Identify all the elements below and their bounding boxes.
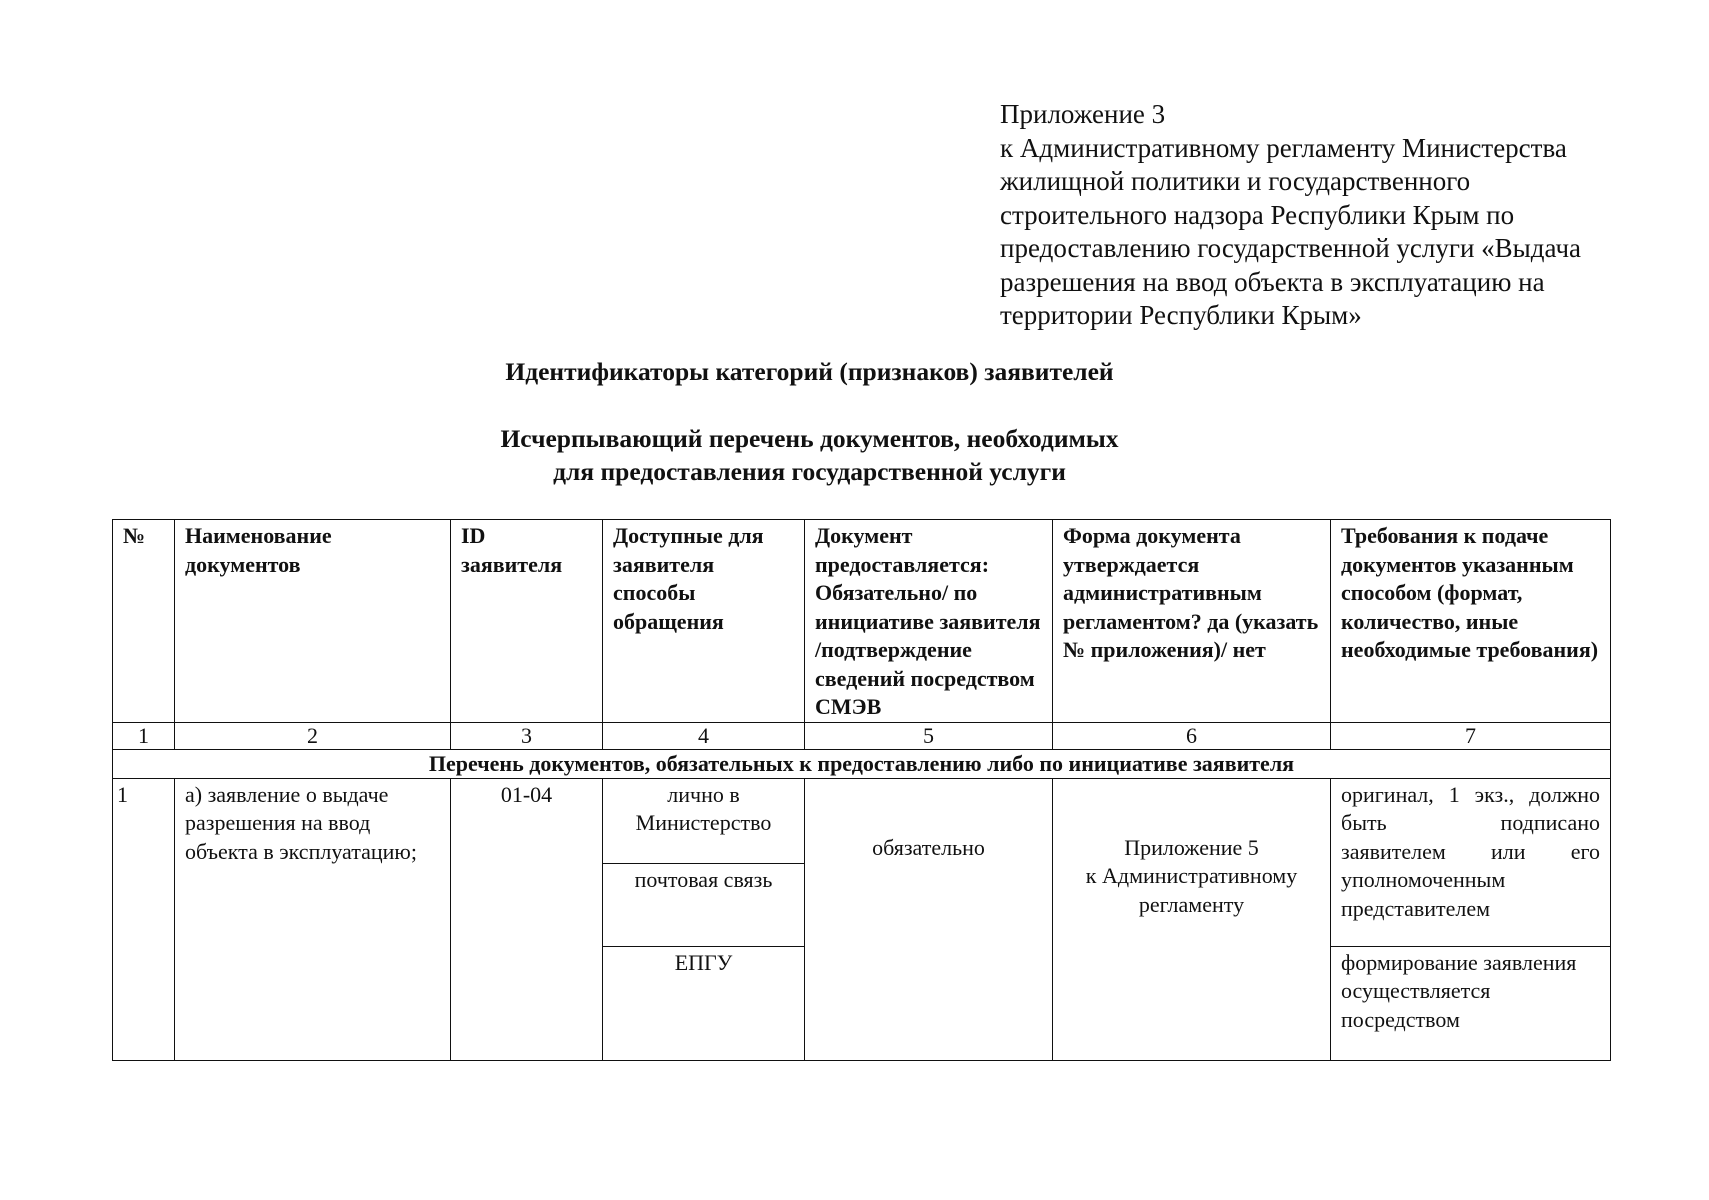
row-requirement-epgu: формирование заявления осуществляется посредством [1331, 946, 1611, 1060]
header-requirements: Требования к подаче документов указанным способом (формат, количество, иные необходимые требования) [1331, 520, 1611, 723]
column-number: 7 [1331, 722, 1611, 749]
column-number: 2 [175, 722, 451, 749]
column-number: 1 [113, 722, 175, 749]
appendix-line: предоставлению государственной услуги «Выдача [1000, 233, 1582, 263]
heading-identifiers: Идентификаторы категорий (признаков) заявителей [505, 357, 1114, 386]
method-epgu: ЕПГУ [603, 946, 805, 1060]
appendix-line: жилищной политики и государственного [1000, 166, 1471, 196]
header-provided: Документ предоставляется: Обязательно/ по инициативе заявителя /подтверждение сведений посредством СМЭВ [805, 520, 1053, 723]
section-row [113, 749, 1611, 778]
header-form: Форма документа утверждается административным регламентом? да (указать № приложения)/ нет [1053, 520, 1331, 723]
header-applicant-id: ID заявителя [451, 520, 603, 723]
column-number: 4 [603, 722, 805, 749]
column-number: 5 [805, 722, 1053, 749]
column-number-row [113, 722, 1611, 749]
section-title: Перечень документов, обязательных к предоставлению либо по инициативе заявителя [113, 749, 1611, 778]
table-header-row [113, 520, 1611, 723]
appendix-line: строительного надзора Республики Крым по [1000, 199, 1515, 230]
row-provided: обязательно [805, 778, 1053, 1060]
row-form-line2: к Административному регламенту [1085, 863, 1298, 917]
row-requirement-paper: оригинал, 1 экз., должно быть подписано заявителем или его уполномоченным представителем [1331, 778, 1611, 946]
appendix-block [1000, 98, 1640, 333]
header-access-methods: Доступные для заявителя способы обращения [603, 520, 805, 723]
header-number: № [113, 520, 175, 723]
heading-document-list-line2: для предоставления государственной услуги [553, 457, 1066, 486]
header-document-name: Наименование документов [175, 520, 451, 723]
column-number: 3 [451, 722, 603, 749]
appendix-line: территории Республики Крым» [1000, 300, 1362, 330]
documents-table [112, 519, 1611, 1061]
appendix-line: Приложение 3 [1000, 99, 1166, 129]
row-applicant-id: 01-04 [451, 778, 603, 1060]
table-row [113, 778, 1611, 863]
row-number: 1 [113, 778, 175, 1060]
appendix-line: к Административному регламенту Министерства [1000, 132, 1567, 163]
row-form-line1: Приложение 5 [1124, 834, 1259, 860]
appendix-line: разрешения на ввод объекта в эксплуатацию на [1000, 266, 1545, 297]
method-in-person: лично в Министерство [603, 778, 805, 863]
heading-document-list-line1: Исчерпывающий перечень документов, необходимых [500, 424, 1119, 453]
method-post: почтовая связь [603, 863, 805, 946]
column-number: 6 [1053, 722, 1331, 749]
heading-document-list [0, 422, 1664, 488]
row-document-name: а) заявление о выдаче разрешения на ввод объекта в эксплуатацию; [175, 778, 451, 1060]
row-form [1053, 778, 1331, 1060]
